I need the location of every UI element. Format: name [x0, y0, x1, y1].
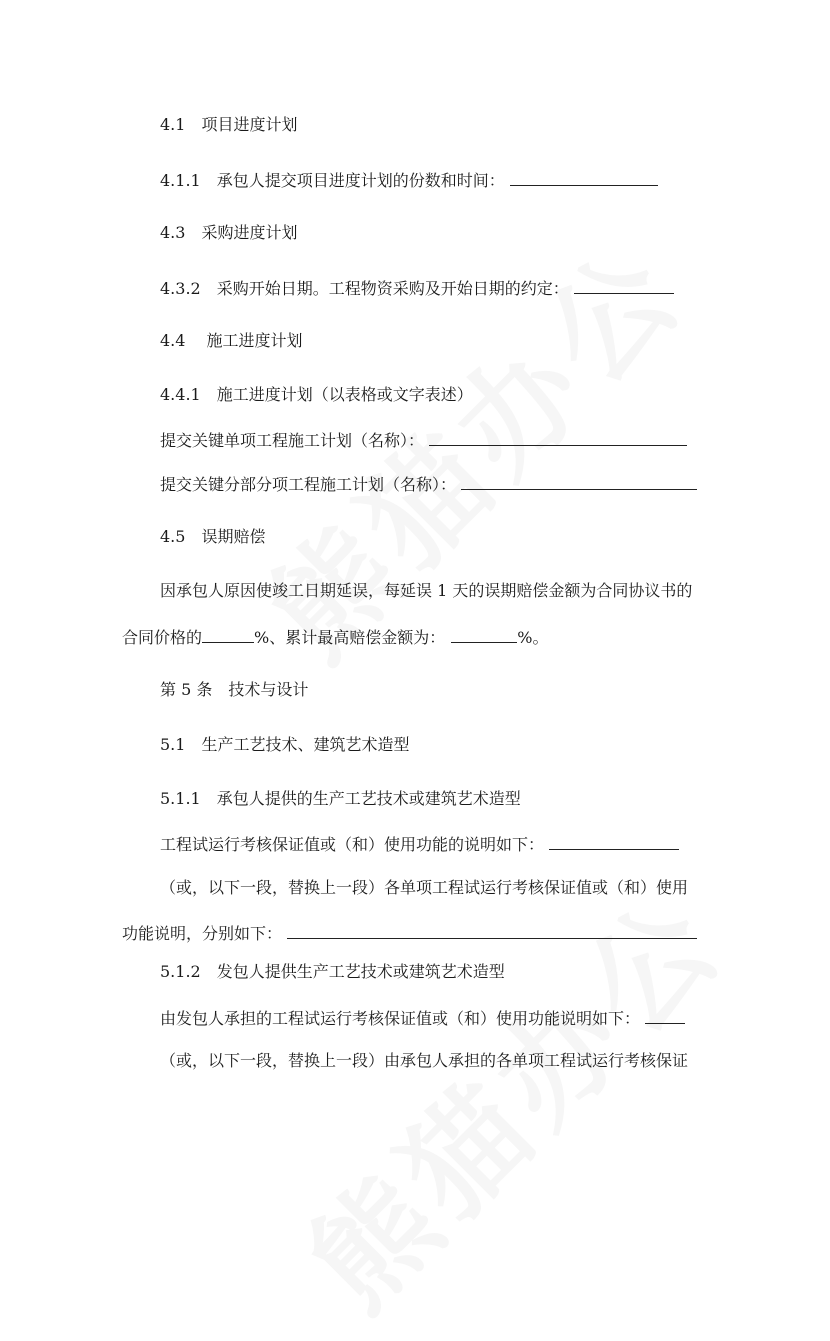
trial-run-guarantee: 工程试运行考核保证值或（和）使用功能的说明如下：	[160, 831, 679, 857]
alternative-paragraph-2: （或，以下一段，替换上一段）由承包人承担的各单项工程试运行考核保证	[160, 1051, 689, 1070]
function-description: 功能说明，分别如下：	[122, 920, 697, 946]
blank-field[interactable]	[429, 427, 687, 446]
heading-4-3: 4.3 采购进度计划	[160, 223, 298, 242]
blank-field[interactable]	[574, 275, 674, 294]
clause-5-1-1: 5.1.1 承包人提供的生产工艺技术或建筑艺术造型	[160, 789, 521, 808]
clause-4-1-1: 4.1.1 承包人提交项目进度计划的份数和时间：	[160, 167, 658, 193]
delay-damages-rates: 合同价格的 %、累计最高赔偿金额为： %。	[122, 624, 548, 650]
heading-4-1: 4.1 项目进度计划	[160, 115, 298, 134]
blank-field[interactable]	[451, 624, 517, 643]
heading-4-5: 4.5 误期赔偿	[160, 527, 266, 546]
key-subitem-plan: 提交关键分部分项工程施工计划（名称）：	[160, 471, 697, 497]
article-5-heading: 第 5 条 技术与设计	[160, 680, 309, 699]
blank-field[interactable]	[510, 167, 658, 186]
blank-field[interactable]	[287, 920, 697, 939]
key-unit-plan: 提交关键单项工程施工计划（名称）：	[160, 427, 687, 453]
blank-field[interactable]	[461, 471, 697, 490]
employer-guarantee: 由发包人承担的工程试运行考核保证值或（和）使用功能说明如下：	[160, 1005, 685, 1031]
clause-4-3-2: 4.3.2 采购开始日期。工程物资采购及开始日期的约定：	[160, 275, 674, 301]
clause-4-4-1: 4.4.1 施工进度计划（以表格或文字表述）	[160, 385, 473, 404]
blank-field[interactable]	[645, 1005, 685, 1024]
delay-damages-text: 因承包人原因使竣工日期延误，每延误 1 天的误期赔偿金额为合同协议书的	[160, 581, 693, 600]
alternative-paragraph-1: （或，以下一段，替换上一段）各单项工程试运行考核保证值或（和）使用	[160, 878, 689, 897]
blank-field[interactable]	[202, 624, 254, 643]
heading-5-1: 5.1 生产工艺技术、建筑艺术造型	[160, 735, 410, 754]
heading-4-4: 4.4 施工进度计划	[160, 331, 303, 350]
blank-field[interactable]	[549, 831, 679, 850]
clause-5-1-2: 5.1.2 发包人提供生产工艺技术或建筑艺术造型	[160, 962, 505, 981]
